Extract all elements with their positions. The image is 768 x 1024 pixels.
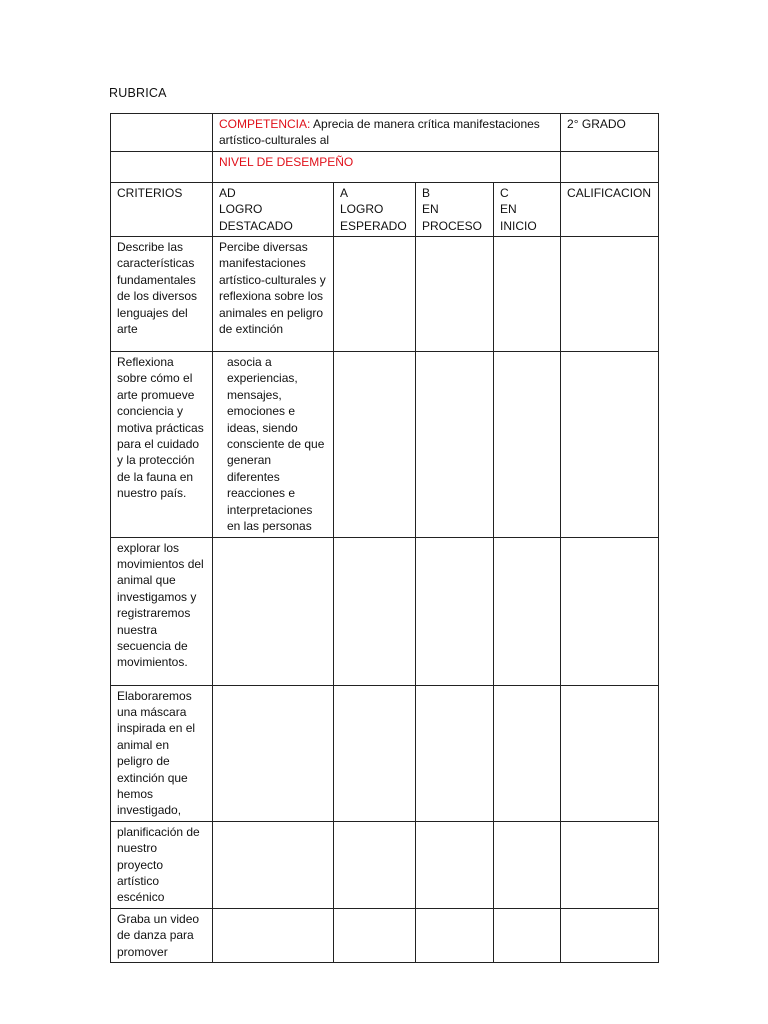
calificacion-cell [561,685,659,821]
empty-cell [111,114,213,152]
criterio-cell: Describe las características fundamentales de los diversos lenguajes del arte [111,237,213,352]
ad-cell [213,908,334,962]
b-cell [416,352,494,537]
empty-cell [111,151,213,182]
competencia-text: Aprecia de manera crítica manifestaciones artístico-culturales al [219,117,540,148]
a-cell [334,821,416,908]
competencia-row [111,114,659,152]
header-calificacion: CALIFICACION [561,182,659,236]
c-cell [494,821,561,908]
table-row [111,908,659,962]
c-cell [494,908,561,962]
header-row [111,182,659,236]
c-cell [494,537,561,685]
a-cell [334,685,416,821]
b-cell [416,821,494,908]
b-cell [416,537,494,685]
calificacion-cell [561,352,659,537]
ad-cell [213,821,334,908]
calificacion-cell [561,908,659,962]
competencia-cell [213,114,561,152]
table-row [111,821,659,908]
ad-cell [213,537,334,685]
ad-cell [213,685,334,821]
c-cell [494,352,561,537]
b-cell [416,685,494,821]
header-c: C EN INICIO [494,182,561,236]
grado-cell: 2° GRADO [561,114,659,152]
ad-cell: asocia a experiencias, mensajes, emociones e ideas, siendo consciente de que generan diferentes reacciones e interpretaciones en las personas [213,352,334,537]
nivel-row [111,151,659,182]
calificacion-cell [561,537,659,685]
header-a: A LOGRO ESPERADO [334,182,416,236]
a-cell [334,237,416,352]
criterio-cell: Elaboraremos una máscara inspirada en el animal en peligro de extinción que hemos investigado, [111,685,213,821]
c-cell [494,685,561,821]
table-row [111,685,659,821]
header-ad: AD LOGRO DESTACADO [213,182,334,236]
criterio-cell: Graba un video de danza para promover [111,908,213,962]
ad-cell: Percibe diversas manifestaciones artístico-culturales y reflexiona sobre los animales en peligro de extinción [213,237,334,352]
b-cell [416,237,494,352]
a-cell [334,908,416,962]
criterio-cell: planificación de nuestro proyecto artístico escénico [111,821,213,908]
rubric-table [110,113,659,963]
header-criterios: CRITERIOS [111,182,213,236]
competencia-label: COMPETENCIA: [219,117,311,131]
table-row [111,237,659,352]
a-cell [334,537,416,685]
table-row [111,537,659,685]
empty-cell [561,151,659,182]
criterio-cell: explorar los movimientos del animal que investigamos y registraremos nuestra secuencia de movimientos. [111,537,213,685]
document-title: RUBRICA [109,86,167,100]
nivel-desempeno-cell: NIVEL DE DESEMPEÑO [213,151,561,182]
criterio-cell: Reflexiona sobre cómo el arte promueve conciencia y motiva prácticas para el cuidado y la protección de la fauna en nuestro país. [111,352,213,537]
header-b: B EN PROCESO [416,182,494,236]
a-cell [334,352,416,537]
calificacion-cell [561,821,659,908]
b-cell [416,908,494,962]
calificacion-cell [561,237,659,352]
c-cell [494,237,561,352]
table-row [111,352,659,537]
